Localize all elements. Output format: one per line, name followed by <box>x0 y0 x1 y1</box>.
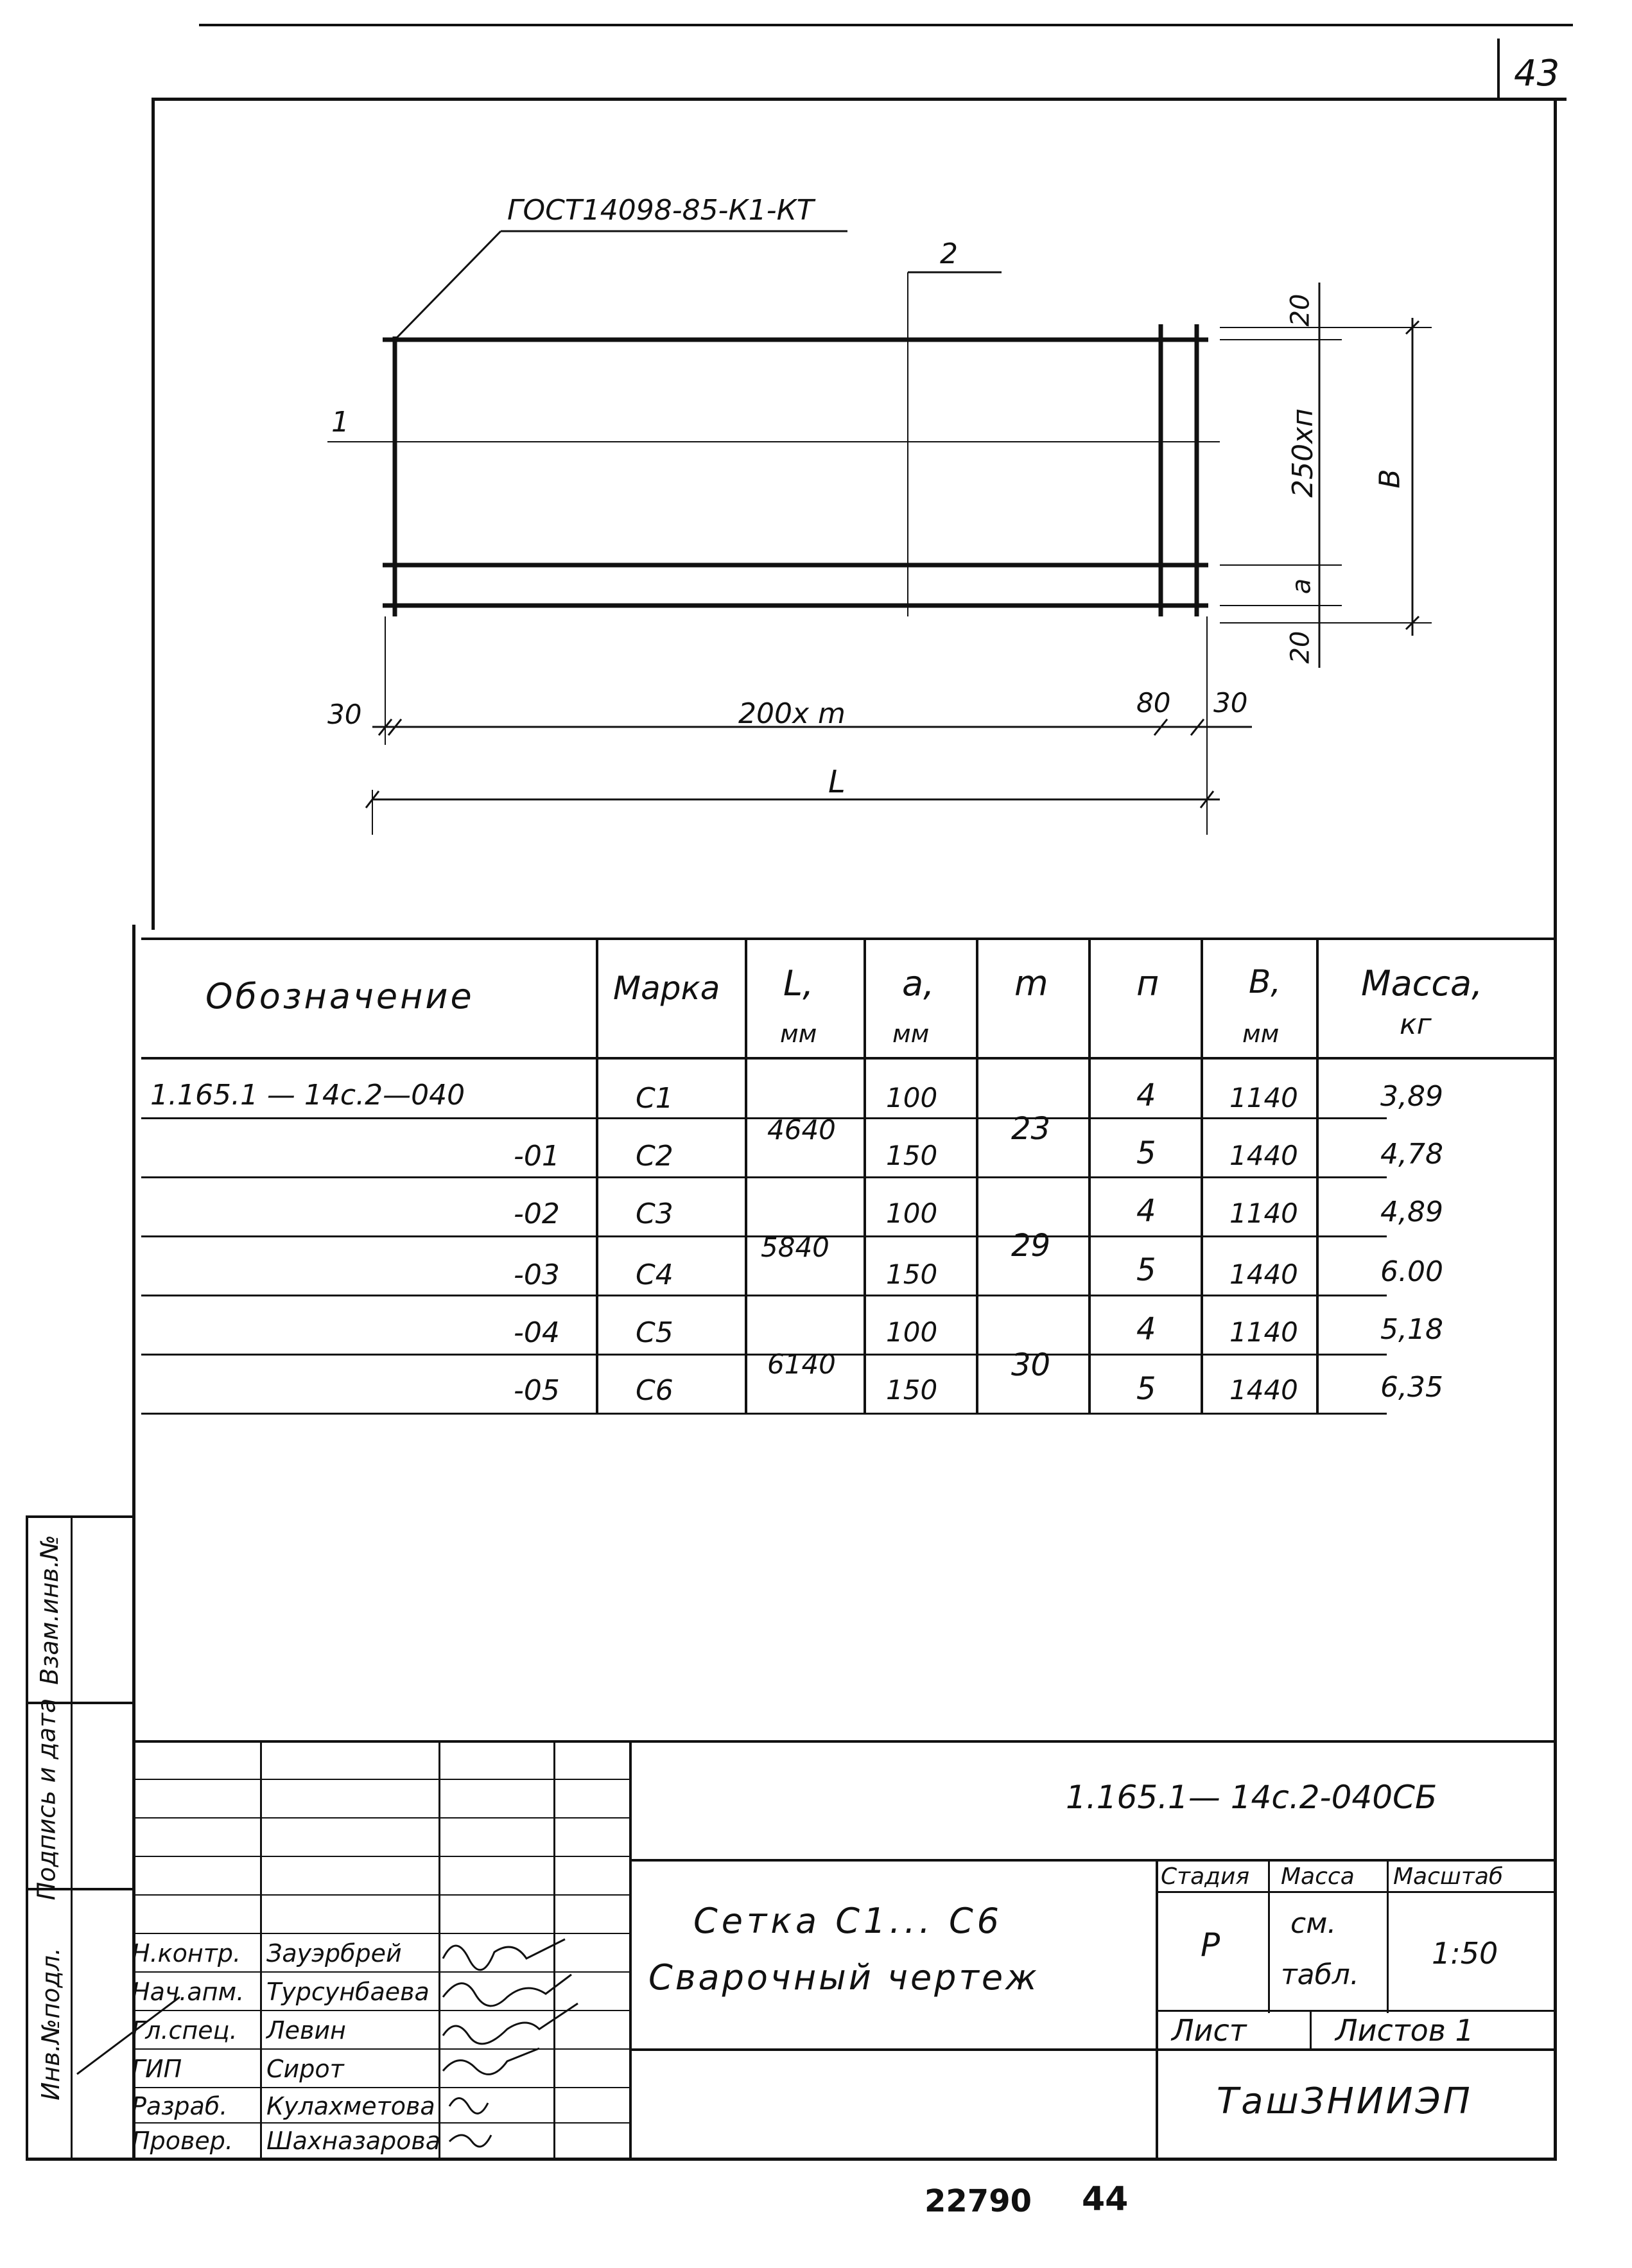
row-mass: 4,78 <box>1380 1138 1443 1171</box>
weld-note: ГОСТ14098-85-К1-КТ <box>507 194 814 227</box>
row-mass: 6.00 <box>1380 1255 1443 1288</box>
role-label: Гл.спец. <box>132 2016 238 2045</box>
organization: ТашЗНИИЭП <box>1217 2080 1473 2122</box>
header-mass: Масса, <box>1361 963 1483 1004</box>
dim-250n: 250хп <box>1286 408 1319 498</box>
header-mass-unit: кг <box>1400 1008 1432 1041</box>
sheet-label: Лист <box>1172 2013 1247 2048</box>
frame-bottom <box>26 2158 1557 2161</box>
row-B: 1440 <box>1229 1374 1298 1406</box>
row-designation: -01 <box>514 1140 560 1173</box>
row-mark: С3 <box>636 1198 673 1230</box>
header-mark: Марка <box>613 970 720 1007</box>
margin-podpis-data: Подпись и дата <box>32 1698 61 1901</box>
merged-m-1: 23 <box>1011 1111 1051 1147</box>
sheets-label: Листов 1 <box>1335 2013 1474 2048</box>
row-B: 1140 <box>1229 1198 1298 1229</box>
row-mark: С5 <box>636 1316 673 1349</box>
dim-20-top: 20 <box>1285 293 1315 327</box>
row-mass: 6,35 <box>1380 1371 1443 1404</box>
header-B: В, <box>1249 963 1281 1000</box>
row-n: 4 <box>1136 1311 1156 1347</box>
mass-value-2: табл. <box>1281 1958 1359 1991</box>
role-name: Турсунбаева <box>266 1978 430 2006</box>
dim-B: В <box>1373 469 1407 489</box>
merged-m-3: 30 <box>1011 1347 1051 1383</box>
header-L-unit: мм <box>780 1020 817 1048</box>
role-label: Н.контр. <box>132 1939 241 1967</box>
footer-number: 22790 <box>925 2183 1032 2219</box>
header-a-unit: мм <box>892 1020 930 1048</box>
scale-label: Масштаб <box>1393 1863 1504 1890</box>
row-a: 150 <box>886 1259 938 1290</box>
row-mass: 3,89 <box>1380 1080 1443 1113</box>
row-a: 150 <box>886 1140 938 1171</box>
page-number: 43 <box>1514 53 1560 94</box>
dim-80: 80 <box>1136 687 1171 719</box>
header-n: п <box>1136 963 1159 1004</box>
row-mass: 4,89 <box>1380 1196 1443 1228</box>
header-designation: Обозначение <box>205 976 474 1016</box>
frame-left-lower <box>132 925 135 2161</box>
header-L: L, <box>783 963 814 1004</box>
row-designation: -05 <box>514 1374 560 1407</box>
role-name: Левин <box>266 2016 346 2045</box>
scale-value: 1:50 <box>1432 1936 1498 1971</box>
row-mark: С2 <box>636 1140 673 1173</box>
row-mark: С6 <box>636 1374 673 1407</box>
margin-vzam-inv: Взам.инв.№ <box>35 1535 64 1685</box>
title-line-2: Сварочный чертеж <box>648 1957 1039 1998</box>
merged-L-1: 4640 <box>767 1114 836 1146</box>
row-mark: С4 <box>636 1259 673 1291</box>
row-a: 100 <box>886 1316 938 1348</box>
row-n: 5 <box>1136 1135 1156 1171</box>
dim-200m: 200х m <box>738 697 846 730</box>
role-name: Шахназарова <box>266 2127 441 2155</box>
row-n: 5 <box>1136 1252 1156 1288</box>
row-designation: -03 <box>514 1259 560 1291</box>
mass-label: Масса <box>1281 1863 1355 1890</box>
row-B: 1440 <box>1229 1140 1298 1171</box>
stage-label: Стадия <box>1161 1863 1250 1890</box>
dim-30-right: 30 <box>1213 687 1248 719</box>
merged-L-3: 6140 <box>767 1348 836 1380</box>
mesh-drawing <box>0 0 1632 931</box>
row-n: 4 <box>1136 1193 1156 1229</box>
footer-sheet: 44 <box>1082 2180 1129 2219</box>
row-n: 4 <box>1136 1077 1156 1113</box>
dim-a: а <box>1287 578 1317 595</box>
header-m: m <box>1014 963 1048 1004</box>
title-line-1: Сетка С1... С6 <box>693 1901 1003 1941</box>
row-designation: 1.165.1 — 14с.2—040 <box>150 1079 465 1112</box>
dim-20-bottom: 20 <box>1285 631 1315 664</box>
row-mass: 5,18 <box>1380 1313 1443 1346</box>
row-B: 1140 <box>1229 1082 1298 1113</box>
doc-code: 1.165.1— 14с.2-040СБ <box>1066 1779 1437 1816</box>
row-a: 100 <box>886 1082 938 1113</box>
role-label: Нач.апм. <box>132 1978 245 2006</box>
role-label: Разраб. <box>132 2092 228 2120</box>
row-n: 5 <box>1136 1371 1156 1407</box>
row-mark: С1 <box>636 1082 673 1115</box>
role-name: Сирот <box>266 2055 344 2083</box>
row-B: 1440 <box>1229 1259 1298 1290</box>
row-B: 1140 <box>1229 1316 1298 1348</box>
row-a: 150 <box>886 1374 938 1406</box>
role-name: Зауэрбрей <box>266 1939 402 1967</box>
row-designation: -04 <box>514 1316 560 1349</box>
header-a: а, <box>902 963 935 1004</box>
stage-value: Р <box>1201 1926 1220 1964</box>
role-label: ГИП <box>132 2055 182 2083</box>
position-2-label: 2 <box>940 238 958 270</box>
header-B-unit: мм <box>1242 1020 1280 1048</box>
mass-value-1: см. <box>1290 1907 1337 1940</box>
position-1-label: 1 <box>331 406 349 439</box>
margin-inv-podl: Инв.№подл. <box>37 1947 65 2101</box>
merged-m-2: 29 <box>1011 1228 1051 1264</box>
row-designation: -02 <box>514 1198 560 1230</box>
dim-30-left: 30 <box>327 699 362 730</box>
row-a: 100 <box>886 1198 938 1229</box>
role-name: Кулахметова <box>266 2092 435 2120</box>
merged-L-2: 5840 <box>761 1232 829 1263</box>
dim-L: L <box>828 764 846 800</box>
role-label: Провер. <box>132 2127 233 2155</box>
